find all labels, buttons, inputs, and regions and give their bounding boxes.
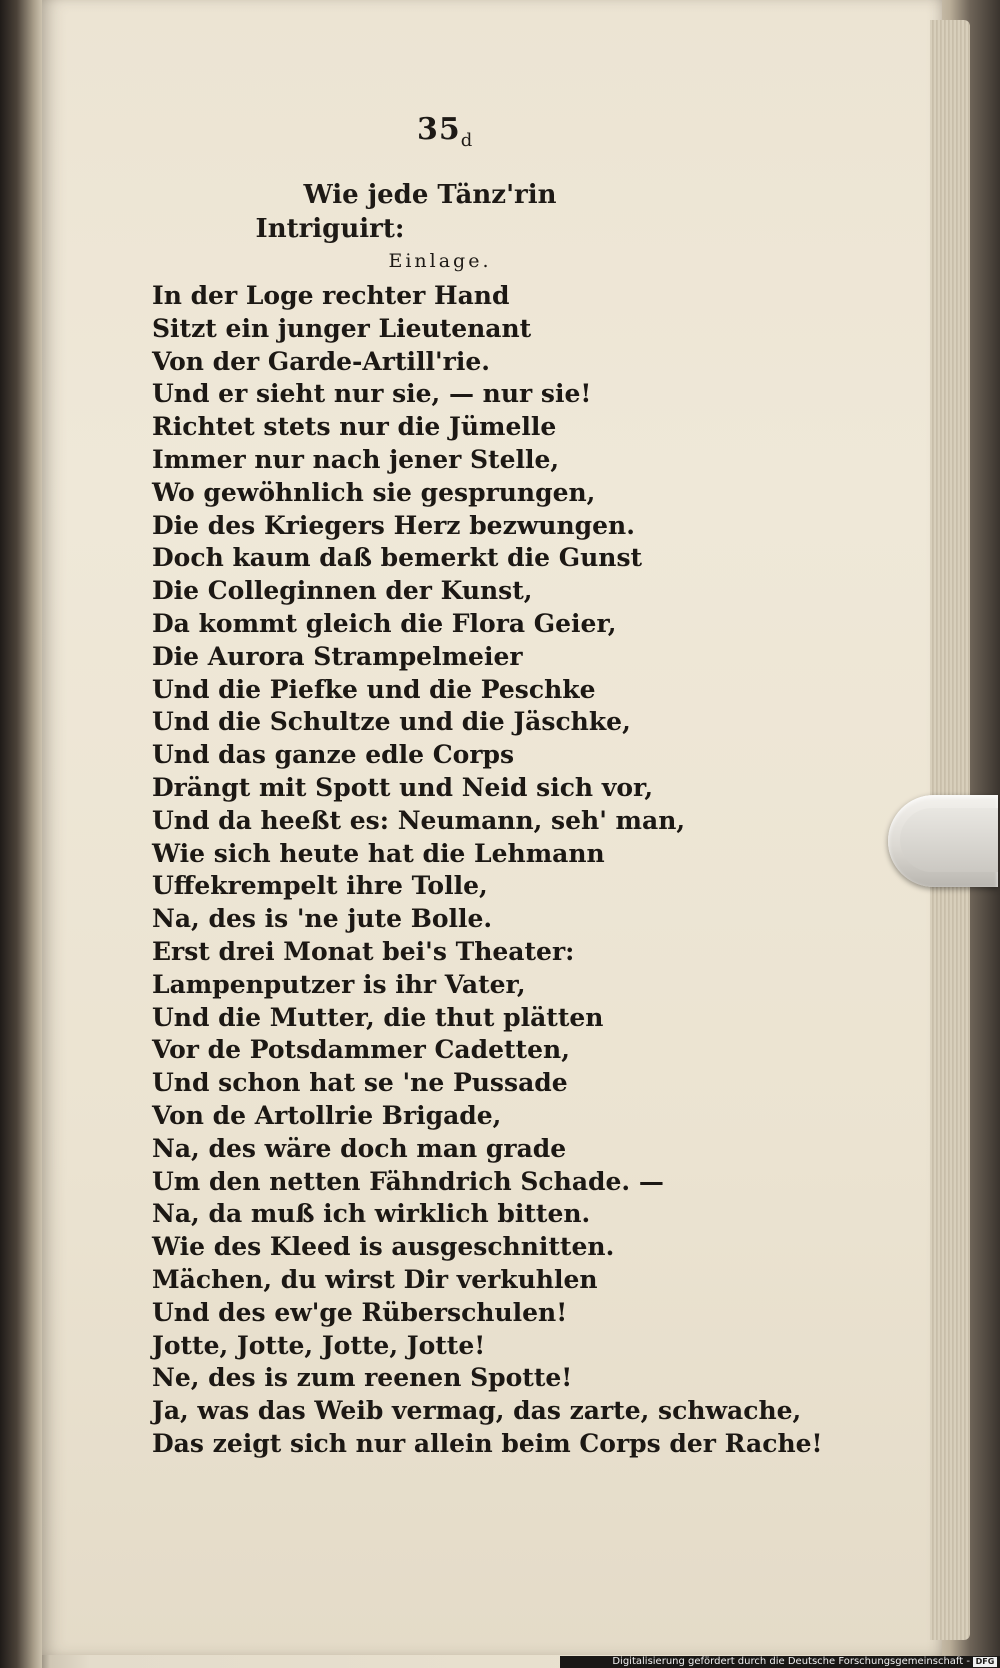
verse-line: Und die Mutter, die thut plätten bbox=[152, 1002, 604, 1032]
verse-line: Die Aurora Strampelmeier bbox=[152, 641, 523, 671]
poem-verse bbox=[152, 280, 823, 1461]
dfg-logo-icon: DFG bbox=[973, 1657, 997, 1667]
verse-line: Um den netten Fähndrich Schade. — bbox=[152, 1166, 664, 1196]
verse-line: Und er sieht nur sie, — nur sie! bbox=[152, 379, 592, 409]
verse-line: Mächen, du wirst Dir verkuhlen bbox=[152, 1264, 598, 1294]
footer-credit: Digitalisierung gefördert durch die Deutsche Forschungsgemeinschaft - bbox=[612, 1656, 970, 1667]
verse-line: Richtet stets nur die Jümelle bbox=[152, 412, 557, 442]
insert-label: Einlage. bbox=[388, 250, 492, 272]
poem-heading-line-1: Wie jede Tänz'rin bbox=[303, 180, 557, 210]
verse-line: Und schon hat se 'ne Pussade bbox=[152, 1068, 568, 1098]
verse-line: Ne, des is zum reenen Spotte! bbox=[152, 1363, 573, 1393]
page-clip-inner bbox=[900, 808, 998, 872]
page-number: $35_d$ bbox=[417, 112, 474, 151]
verse-line: Lampenputzer is ihr Vater, bbox=[152, 969, 526, 999]
verse-line: Und die Piefke und die Peschke bbox=[152, 674, 596, 704]
verse-line: Und die Schultze und die Jäschke, bbox=[152, 707, 631, 737]
verse-line: Jotte, Jotte, Jotte, Jotte! bbox=[152, 1330, 486, 1360]
verse-line: Und des ew'ge Rüberschulen! bbox=[152, 1297, 568, 1327]
verse-line: Die Colleginnen der Kunst, bbox=[152, 576, 533, 606]
verse-line: Wie sich heute hat die Lehmann bbox=[152, 838, 605, 868]
verse-line: Von der Garde-Artill'rie. bbox=[152, 346, 490, 376]
verse-line: Immer nur nach jener Stelle, bbox=[152, 444, 560, 474]
verse-line: Na, des wäre doch man grade bbox=[152, 1133, 567, 1163]
verse-line: Das zeigt sich nur allein beim Corps der Rache! bbox=[152, 1428, 823, 1458]
verse-line: Da kommt gleich die Flora Geier, bbox=[152, 608, 617, 638]
verse-line: Sitzt ein junger Lieutenant bbox=[152, 313, 532, 343]
verse-line: Wie des Kleed is ausgeschnitten. bbox=[152, 1232, 615, 1262]
verse-line: Erst drei Monat bei's Theater: bbox=[152, 936, 575, 966]
verse-line: Drängt mit Spott und Neid sich vor, bbox=[152, 772, 654, 802]
page-number-suffix: d bbox=[460, 130, 474, 151]
verse-line: Vor de Potsdammer Cadetten, bbox=[152, 1035, 570, 1065]
verse-line: In der Loge rechter Hand bbox=[152, 281, 510, 310]
poem-heading-line-2: Intriguirt: bbox=[255, 214, 405, 244]
left-page-edge bbox=[0, 0, 42, 1668]
verse-line: Na, des is 'ne jute Bolle. bbox=[152, 904, 493, 934]
verse-line: Wo gewöhnlich sie gesprungen, bbox=[152, 477, 596, 507]
verse-line: Ja, was das Weib vermag, das zarte, schwache, bbox=[152, 1396, 802, 1426]
verse-line: Von de Artollrie Brigade, bbox=[152, 1100, 502, 1130]
verse-line: Uffekrempelt ihre Tolle, bbox=[152, 871, 488, 901]
verse-line: Und das ganze edle Corps bbox=[152, 740, 515, 770]
verse-line: Doch kaum daß bemerkt die Gunst bbox=[152, 543, 643, 573]
verse-line: Na, da muß ich wirklich bitten. bbox=[152, 1199, 591, 1229]
verse-line: Die des Kriegers Herz bezwungen. bbox=[152, 510, 635, 540]
verse-line: Und da heeßt es: Neumann, seh' man, bbox=[152, 805, 686, 835]
